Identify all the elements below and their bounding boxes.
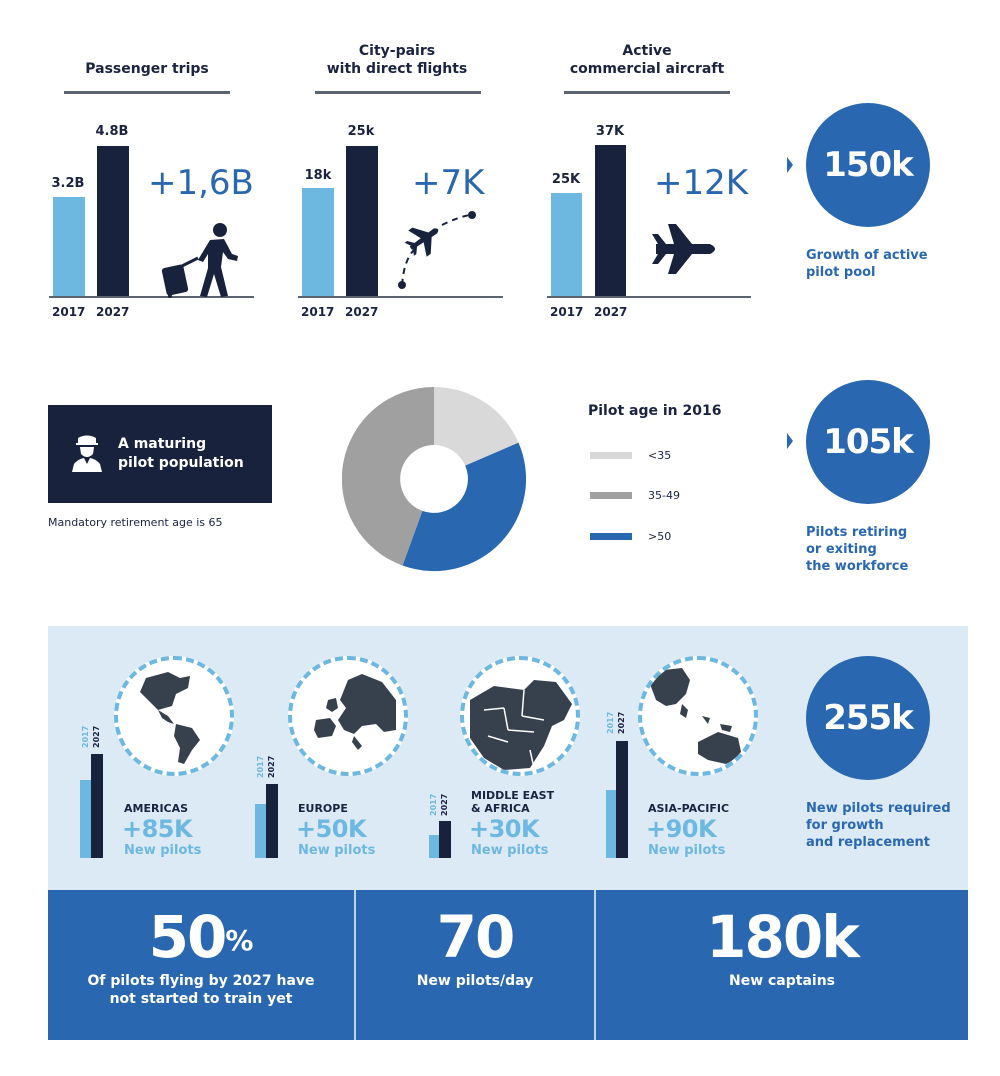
title-divider [64,91,230,94]
legend-label: <35 [648,449,672,462]
year-2027-label: 2027 [440,793,449,816]
region-bar-2027 [91,754,103,858]
required-caption-line3: and replacement [806,835,930,850]
growth-caption-line2: pilot pool [806,265,876,280]
stat-value: 180k [706,903,858,971]
legend-swatch [590,452,632,459]
bar-value-2017: 3.2B [51,176,85,191]
pilot-icon [70,434,104,474]
region-bar-2027 [616,741,628,858]
bar-value-2027: 4.8B [95,124,129,139]
legend-item-35-49 [590,489,680,502]
retiring-value-circle: 105k [806,380,930,504]
legend-swatch [590,492,632,499]
bar-2027 [97,146,129,297]
region-name: AMERICAS [124,802,189,815]
required-caption-line2: for growth [806,818,884,833]
bar-2017 [53,197,85,297]
region-bar-2017 [606,790,616,858]
legend-item-over-50 [590,530,671,543]
region-sub-label: New pilots [648,843,726,858]
bar-2027 [595,145,626,297]
bar-value-2017: 18k [304,168,332,183]
stat-new-pilots-per-day [354,890,594,1040]
legend-item-under-35 [590,449,671,462]
age-legend-title: Pilot age in 2016 [588,403,722,419]
globe-americas-icon [114,656,234,776]
region-bar-2027 [266,784,278,858]
legend-swatch [590,533,632,540]
bar-2017 [551,193,582,297]
airplane-icon [652,222,720,276]
metric-title-line1: City-pairs [358,43,436,59]
year-2017-label: 2017 [301,305,335,319]
region-bar-2017 [429,835,439,858]
region-name: EUROPE [298,802,348,815]
stat-value: 50% [148,903,254,971]
retiring-caption-line2: or exiting [806,542,877,557]
retiring-caption-line3: the workforce [806,559,909,574]
year-2027-label: 2027 [594,305,628,319]
delta-value: +7K [412,163,485,203]
stats-bar [48,890,968,1040]
region-new-pilots-value: +85K [122,815,193,843]
region-name-line1: MIDDLE EAST [471,789,555,802]
traveler-with-suitcase-icon [158,222,240,298]
year-2017-label: 2017 [606,711,615,734]
globe-africa-icon [460,656,580,776]
baseline [547,296,751,298]
legend-label: >50 [648,530,672,543]
required-value-circle: 255k [806,656,930,780]
globe-europe-icon [288,656,408,776]
maturing-label-line1: A maturing [118,436,207,452]
region-bar-2027 [439,821,451,858]
region-bar-2017 [255,804,266,858]
pointer-arrow-icon [787,433,793,449]
region-sub-label: New pilots [124,843,202,858]
stat-caption-line1: Of pilots flying by 2027 have [87,973,315,989]
year-2027-label: 2027 [267,755,276,778]
year-2017-label: 2017 [81,725,90,748]
title-divider [564,91,730,94]
region-name: ASIA-PACIFIC [648,802,730,815]
delta-value: +1,6B [148,163,254,203]
metric-title-line2: commercial aircraft [569,61,725,77]
region-sub-label: New pilots [471,843,549,858]
region-bar-2017 [80,780,91,858]
bar-value-2027: 37K [595,124,625,139]
year-2027-label: 2027 [345,305,379,319]
year-2017-label: 2017 [550,305,584,319]
year-2017-label: 2017 [256,755,265,778]
flight-route-icon [392,205,482,295]
delta-value: +12K [654,163,749,203]
stat-new-captains [594,890,968,1040]
globe-asia-pacific-icon [638,656,758,776]
legend-label: 35-49 [648,489,680,502]
bar-2027 [346,146,378,297]
year-2027-label: 2027 [92,725,101,748]
regions-panel [48,626,968,890]
metric-title: Passenger trips [85,61,209,77]
stat-value: 70 [436,903,514,971]
region-new-pilots-value: +50K [296,815,367,843]
retiring-caption-line1: Pilots retiring [806,525,908,540]
metric-title-line2: with direct flights [326,61,468,77]
stat-untrained-pilots [48,890,354,1040]
year-2017-label: 2017 [52,305,86,319]
maturing-pilot-box [48,405,272,503]
maturing-label-line2: pilot population [118,455,244,471]
region-name-line2: & AFRICA [471,802,530,815]
baseline [298,296,503,298]
growth-caption-line1: Growth of active [806,248,928,263]
stat-caption: New captains [728,973,836,989]
pointer-arrow-icon [787,157,793,173]
stat-caption-line2: not started to train yet [109,991,293,1007]
year-2027-label: 2027 [96,305,130,319]
title-divider [315,91,481,94]
retirement-age-note: Mandatory retirement age is 65 [48,516,223,529]
pilot-age-donut-chart [342,386,526,572]
metric-title-line1: Active [622,43,672,59]
required-caption-line1: New pilots required [806,801,951,816]
region-sub-label: New pilots [298,843,376,858]
stat-caption: New pilots/day [416,973,534,989]
bar-value-2027: 25k [347,124,375,139]
year-2027-label: 2027 [617,711,626,734]
region-new-pilots-value: +90K [646,815,717,843]
bar-2017 [302,188,334,297]
region-new-pilots-value: +30K [469,815,540,843]
bar-value-2017: 25K [551,172,581,187]
year-2017-label: 2017 [429,793,438,816]
growth-value-circle: 150k [806,103,930,227]
